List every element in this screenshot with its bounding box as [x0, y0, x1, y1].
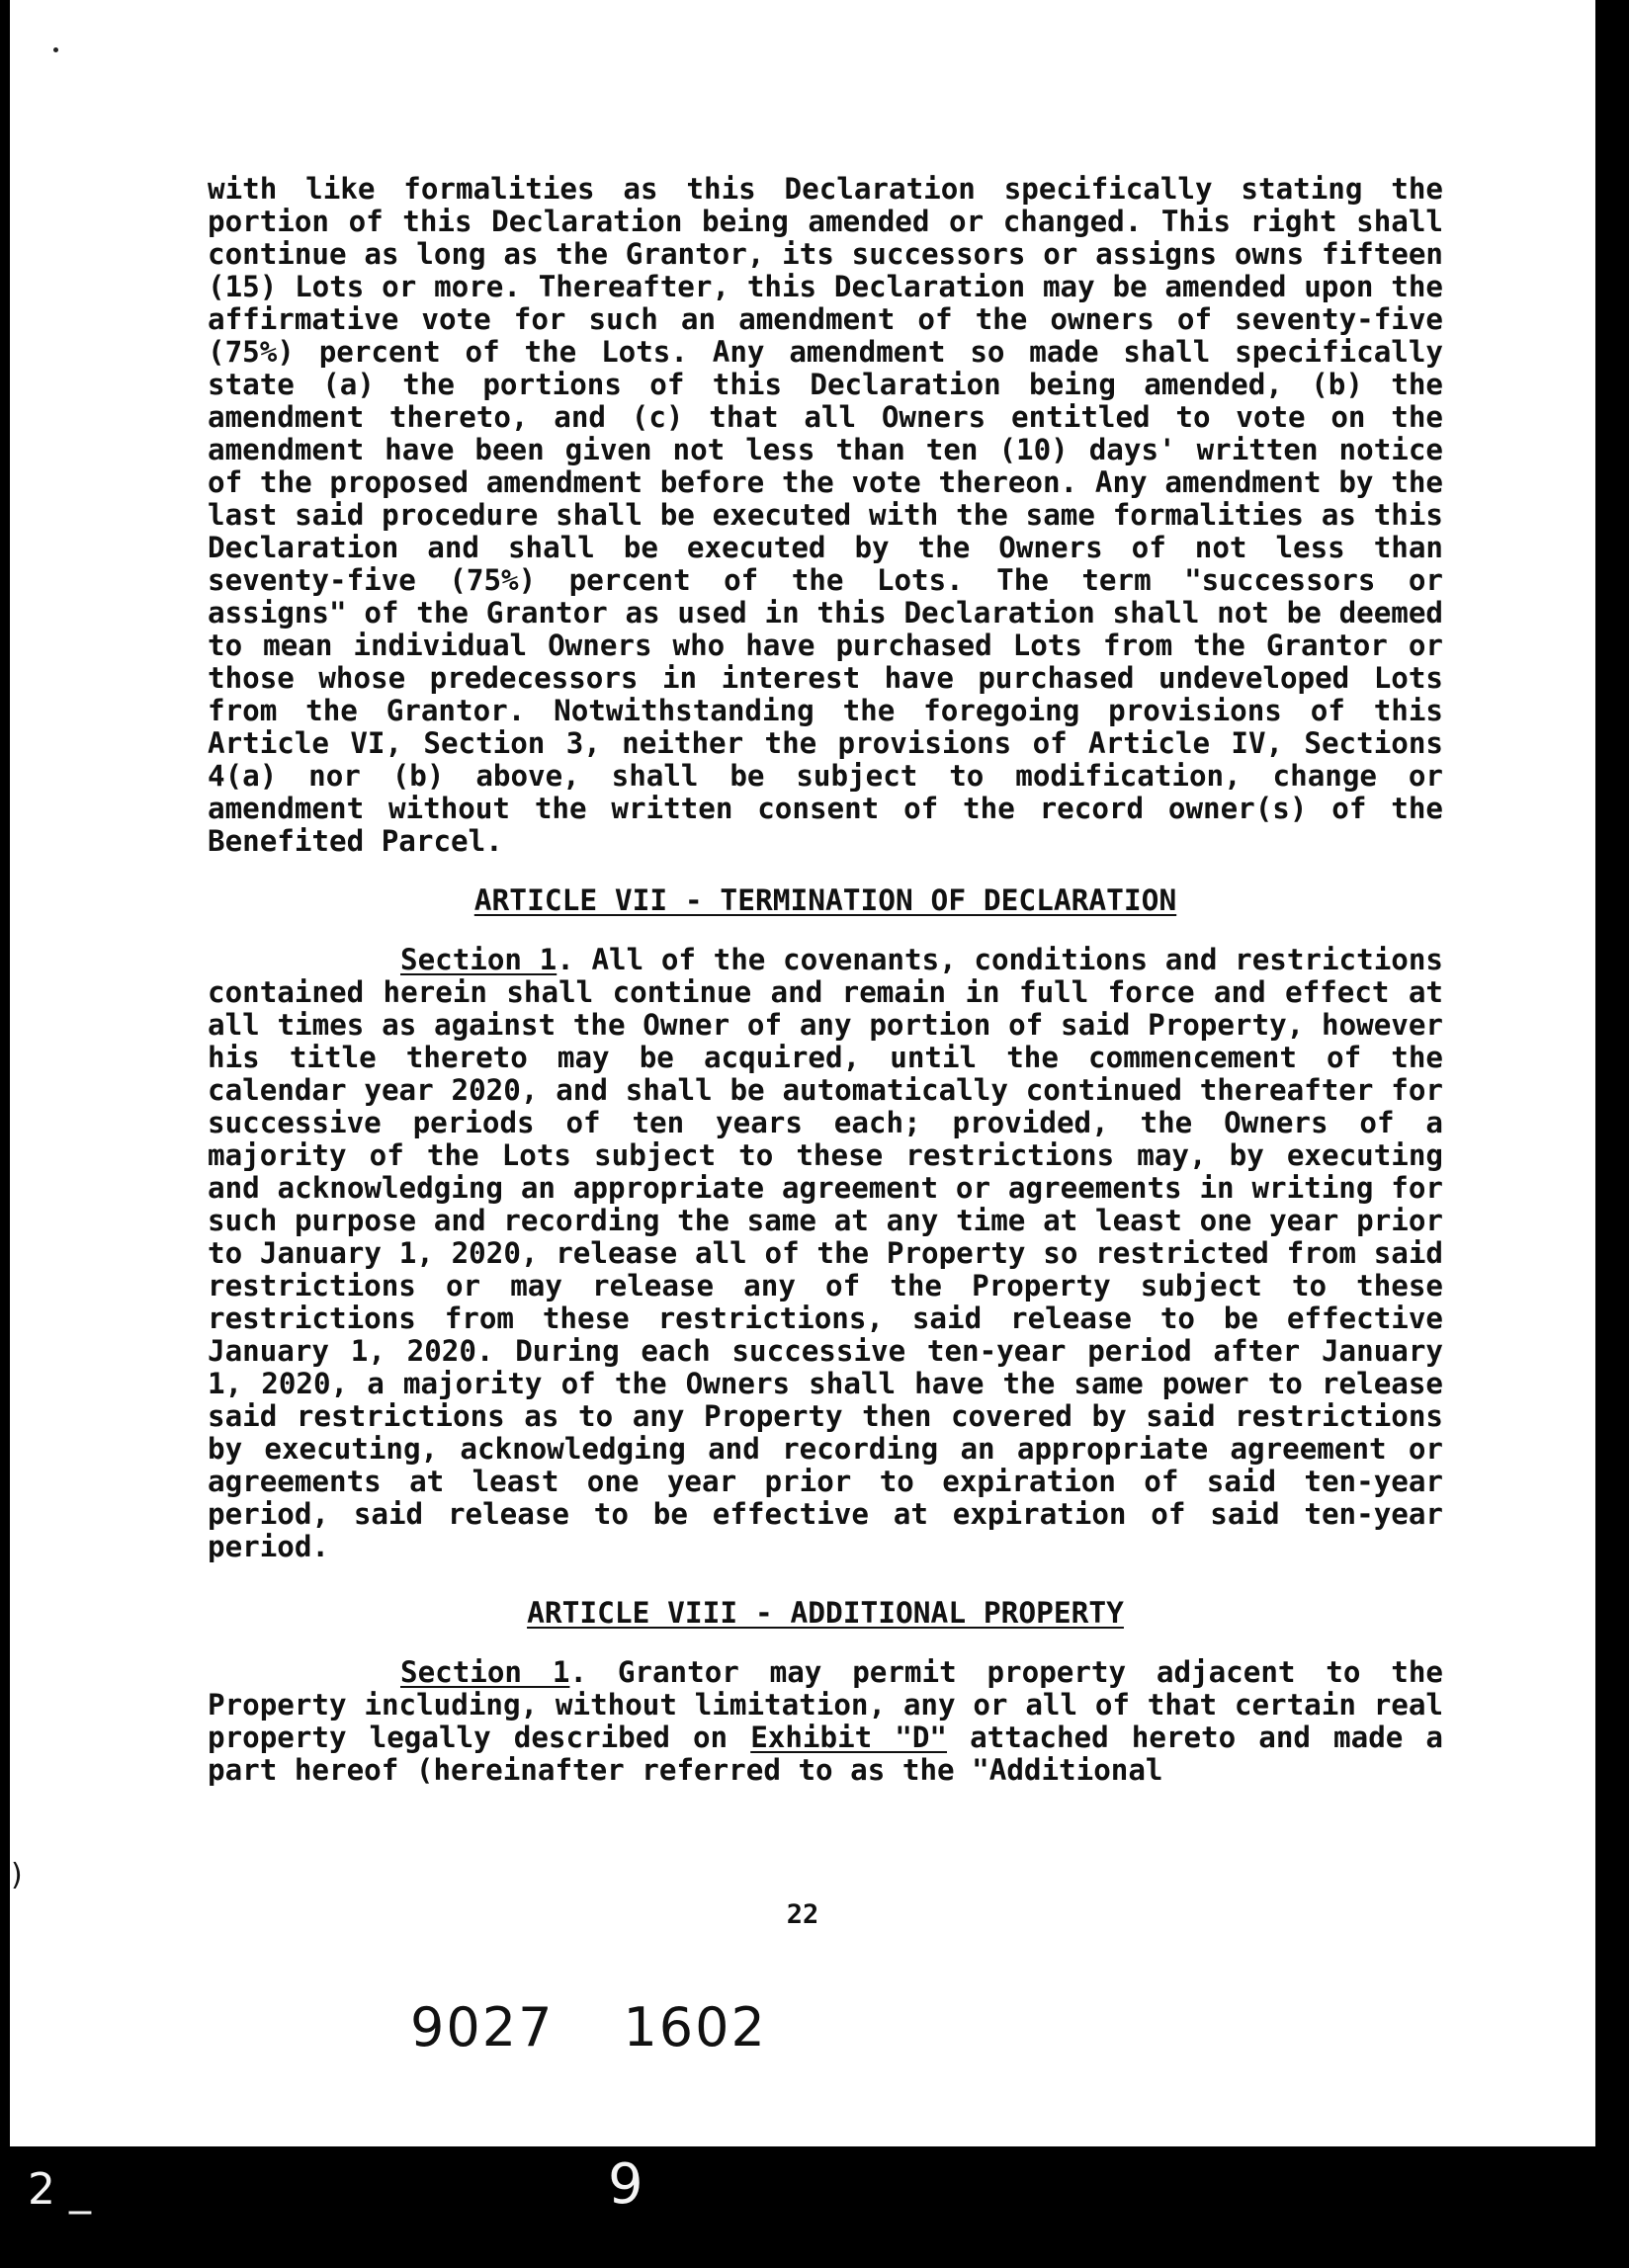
document-code: [410, 1996, 767, 2058]
scan-speck: [53, 47, 58, 52]
article-vii-heading: ARTICLE VII - TERMINATION OF DECLARATION: [473, 883, 1177, 917]
document-page: [10, 0, 1595, 2146]
section-text: . All of the covenants, conditions and restrictions contained herein shall continue and remain in full force and effect at all times as against the Owner of any portion of said Property, however his title thereto may be acquired, until the commencement of the calendar year 2020, and shall be automatically continued thereafter for successive periods of ten years each; provided, the Owners of a majority of the Lots subject to these restrictions may, by executing and acknowledging an appropriate agreement or agreements in writing for such purpose and recording the same at any time at least one year prior to January 1, 2020, release all of the Property so restricted from said restrictions or may release any of the Property subject to these restrictions from these restrictions, said release to be effective January 1, 2020. During each successive ten-year period after January 1, 2020, a majority of the Owners shall have the same power to release said restrictions as to any Property then covered by said restrictions by executing, acknowledging and recording an appropriate agreement or agreements at least one year prior to expiration of said ten-year period, said release to be effective at expiration of said ten-year period.: [208, 943, 1443, 1563]
handwritten-mark-center: 9: [608, 2152, 643, 2217]
section-label: Section 1: [400, 1655, 570, 1689]
section-label: Section 1: [400, 943, 557, 976]
document-code-right: 1602: [623, 1996, 767, 2058]
handwritten-mark-left: 2 _: [28, 2164, 91, 2215]
page-number: 22: [786, 1899, 819, 1930]
article-viii-heading: ARTICLE VIII - ADDITIONAL PROPERTY: [527, 1596, 1124, 1630]
continued-paragraph: with like formalities as this Declaration specifically stating the portion of this Declaration being amended or changed. This right shall continue as long as the Grantor, its successors or assigns owns fifteen (15) Lots or more. Thereafter, this Declaration may be amended upon the affirmative vote for such an amendment of the owners of seventy-five (75%) percent of the Lots. Any amendment so made shall specifically state (a) the portions of this Declaration being amended, (b) the amendment thereto, and (c) that all Owners entitled to vote on the amendment have been given not less than ten (10) days' written notice of the proposed amendment before the vote thereon. Any amendment by the last said procedure shall be executed with the same formalities as this Declaration and shall be executed by the Owners of not less than seventy-five (75%) percent of the Lots. The term "successors or assigns" of the Grantor as used in this Declaration shall not be deemed to mean individual Owners who have purchased Lots from the Grantor or those whose predecessors in interest have purchased undeveloped Lots from the Grantor. Notwithstanding the foregoing provisions of this Article VI, Section 3, neither the provisions of Article IV, Sections 4(a) nor (b) above, shall be subject to modification, change or amendment without the written consent of the record owner(s) of the Benefited Parcel.: [208, 172, 1443, 858]
article-vii-section-1: [208, 944, 1443, 1563]
section-text-start: . Grantor may permit property adjacent to the Property including, without limitation, any or all of that certain real property legally described on: [208, 1655, 1443, 1754]
exhibit-reference: Exhibit "D": [750, 1721, 948, 1754]
section-text-end: attached hereto and made a part hereof (hereinafter referred to as the "Additional: [208, 1721, 1444, 1787]
document-code-left: 9027: [410, 1996, 555, 2058]
left-edge-scan-mark: ): [11, 1858, 23, 1892]
scan-border-bottom: [0, 2146, 1629, 2268]
document-body: [208, 173, 1443, 1787]
article-viii-section-1: [208, 1656, 1443, 1787]
